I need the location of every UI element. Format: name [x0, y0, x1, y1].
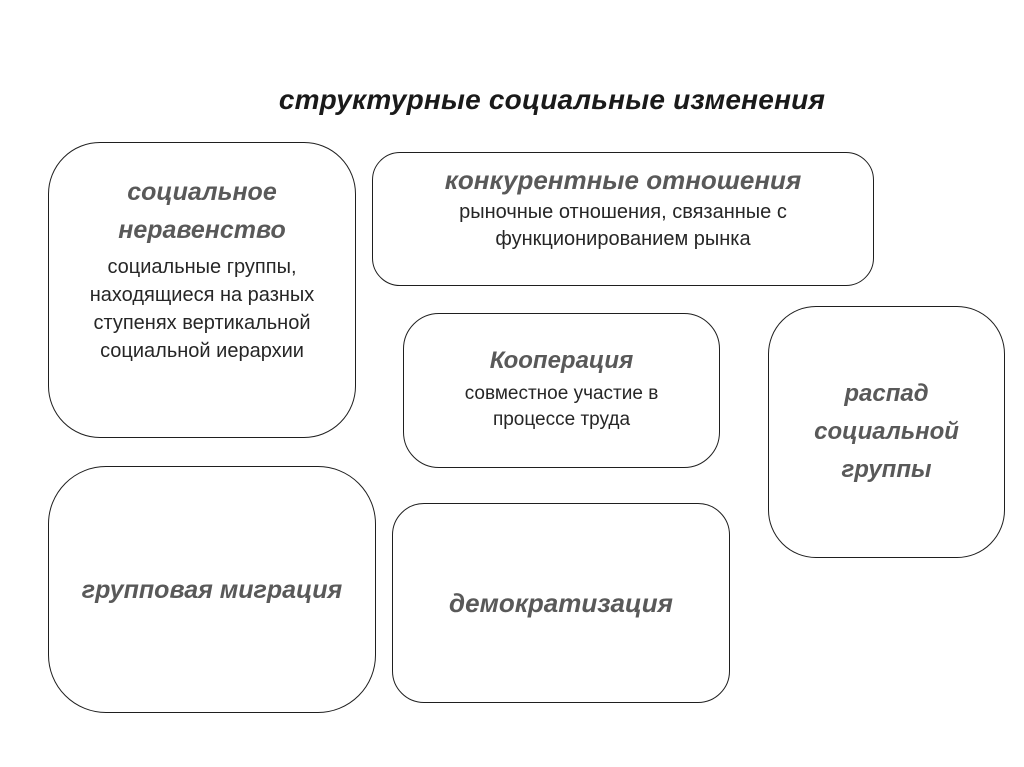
box-cooperation-body: совместное участие в процессе труда	[464, 383, 659, 430]
box-democratization-title: демократизация	[449, 588, 673, 618]
box-social-inequality-body: социальные группы, находящиеся на разных ступенях вертикальной социальной иерархии	[89, 256, 315, 362]
box-social-inequality	[48, 142, 356, 438]
box-democratization	[392, 503, 730, 703]
box-group-disintegration-title: распад социальной группы	[814, 380, 959, 483]
box-competitive-relations	[372, 152, 874, 286]
box-competitive-relations-title: конкурентные отношения	[444, 165, 802, 195]
box-cooperation-title: Кооперация	[489, 347, 634, 374]
page-title: структурные социальные изменения	[278, 84, 826, 115]
box-group-disintegration	[768, 306, 1005, 558]
box-group-migration	[48, 466, 376, 713]
box-competitive-relations-body: рыночные отношения, связанные с функционированием рынка	[459, 201, 787, 250]
box-cooperation	[403, 313, 720, 468]
box-group-migration-title: групповая миграция	[81, 575, 343, 604]
box-social-inequality-title: социальное неравенство	[118, 178, 286, 244]
